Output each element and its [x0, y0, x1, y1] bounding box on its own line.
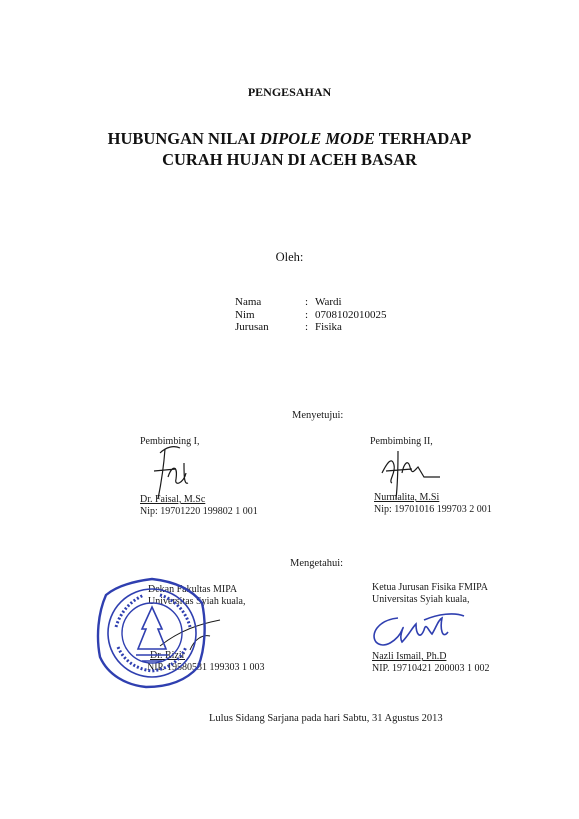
head-nip: NIP. 19710421 200003 1 002 [372, 663, 490, 674]
title-emphasis: DIPOLE MODE [259, 129, 375, 148]
advisor2-role: Pembimbing II, [370, 436, 433, 447]
student-info-row [235, 296, 475, 308]
university-stamp-icon [96, 577, 208, 689]
thesis-title-line-2: CURAH HUJAN DI ACEH BASAR [162, 150, 417, 169]
dean-role-line1: Dekan Fakultas MIPA [148, 584, 238, 595]
advisor1-nip: Nip: 19701220 199802 1 001 [140, 506, 258, 517]
author-label: Oleh: [275, 250, 304, 264]
dean-name: Dr. Rizir [150, 650, 185, 661]
student-info-row [235, 309, 475, 321]
info-label: Nama [235, 296, 262, 308]
thesis-title-line-1 [0, 128, 579, 149]
page-heading: PENGESAHAN [247, 85, 332, 99]
head-role-line2: Universitas Syiah kuala, [372, 594, 470, 605]
advisor2-nip: Nip: 19701016 199703 2 001 [374, 504, 492, 515]
acknowledgement-heading: Mengetahui: [290, 558, 344, 569]
info-label: Nim [235, 308, 255, 321]
head-signature-icon [368, 600, 468, 656]
info-separator: : [305, 296, 309, 308]
info-value: 0708102010025 [315, 308, 387, 321]
advisor2-name: Nurmalita, M.Si [374, 492, 440, 503]
info-separator: : [305, 321, 309, 333]
head-role-line1: Ketua Jurusan Fisika FMIPA [372, 582, 489, 593]
title-post: TERHADAP [374, 129, 472, 148]
dean-role-line2: Universitas Syiah kuala, [148, 596, 246, 607]
info-value: Fisika [315, 321, 342, 333]
title-pre: HUBUNGAN NILAI [107, 129, 260, 148]
info-value: Wardi [315, 296, 342, 308]
advisor1-role: Pembimbing I, [140, 436, 200, 447]
advisor1-signature-icon [140, 443, 200, 501]
student-info [235, 296, 475, 336]
head-name: Nazli Ismail, Ph.D [372, 651, 447, 662]
graduation-date: Lulus Sidang Sarjana pada hari Sabtu, 31 Agustus 2013 [209, 713, 443, 724]
info-label: Jurusan [235, 321, 269, 333]
dean-nip: NIP. 19580531 199303 1 003 [147, 662, 265, 673]
student-info-row [235, 321, 475, 333]
info-separator: : [305, 308, 309, 321]
approval-heading: Menyetujui: [292, 410, 344, 421]
advisor1-name: Dr. Faisal, M.Sc [140, 494, 206, 505]
